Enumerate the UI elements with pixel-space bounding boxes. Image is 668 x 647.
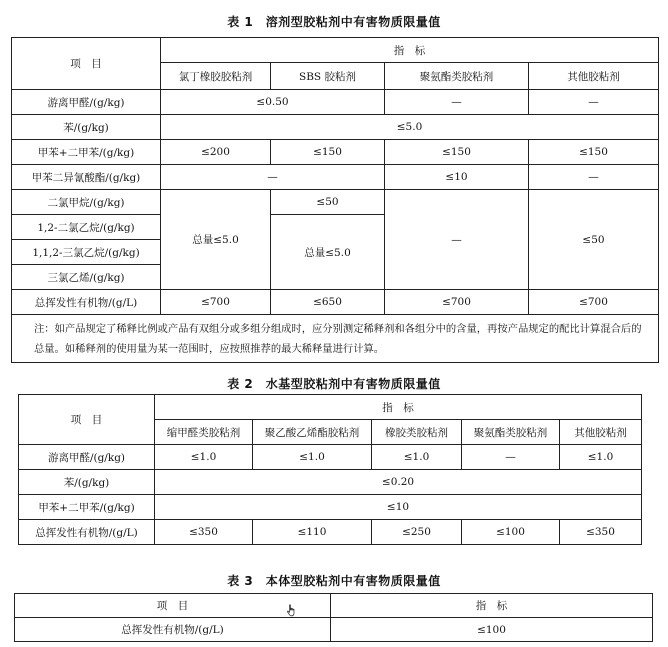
t1-col-chloroprene: 氯丁橡胶胶粘剂 <box>161 63 271 90</box>
table-row <box>12 190 659 215</box>
t2-label-toluene-xylene: 甲苯+二甲苯/(g/kg) <box>19 495 155 520</box>
t2-toluene-xylene-all: ≤10 <box>155 495 642 520</box>
t1-label-voc: 总挥发性有机物/(g/L) <box>12 290 161 315</box>
t1-label-dichloroethane: 1,2-二氯乙烷/(g/kg) <box>12 215 161 240</box>
t1-label-dichloromethane: 二氯甲烷/(g/kg) <box>12 190 161 215</box>
table3-caption: 表 3 本体型胶粘剂中有害物质限量值 <box>227 574 441 588</box>
t3-label-voc: 总挥发性有机物/(g/L) <box>15 618 331 642</box>
t2-col-polyurethane: 聚氨酯类胶粘剂 <box>462 420 560 445</box>
t1-dichloromethane-sbs: ≤50 <box>271 190 385 215</box>
t2-col-pvac: 聚乙酸乙烯酯胶粘剂 <box>253 420 372 445</box>
t2-voc-rubber: ≤250 <box>372 520 462 545</box>
table-row <box>12 290 659 315</box>
t3-header-indicator: 指 标 <box>331 594 653 618</box>
t2-voc-other: ≤350 <box>560 520 642 545</box>
table-row <box>19 445 642 470</box>
t3-voc-value: ≤100 <box>331 618 653 642</box>
table-row <box>15 618 653 642</box>
t1-formaldehyde-other: — <box>529 90 659 115</box>
t2-benzene-all: ≤0.20 <box>155 470 642 495</box>
t2-voc-pvac: ≤110 <box>253 520 372 545</box>
t1-label-tdi: 甲苯二异氰酸酯/(g/kg) <box>12 165 161 190</box>
t1-formaldehyde-chloroprene-sbs: ≤0.50 <box>161 90 385 115</box>
t1-toluene-xylene-sbs: ≤150 <box>271 140 385 165</box>
table-row <box>12 165 659 190</box>
t1-toluene-xylene-chloroprene: ≤200 <box>161 140 271 165</box>
t1-tdi-other: — <box>529 165 659 190</box>
t1-voc-sbs: ≤650 <box>271 290 385 315</box>
t1-label-formaldehyde: 游离甲醛/(g/kg) <box>12 90 161 115</box>
t1-voc-pu: ≤700 <box>385 290 529 315</box>
t1-tdi-pu: ≤10 <box>385 165 529 190</box>
table2-caption: 表 2 水基型胶粘剂中有害物质限量值 <box>227 377 441 391</box>
table-row <box>19 470 642 495</box>
t1-chlorinated-sbs-total: 总量≤5.0 <box>271 215 385 290</box>
t1-col-other: 其他胶粘剂 <box>529 63 659 90</box>
t1-toluene-xylene-pu: ≤150 <box>385 140 529 165</box>
t1-tdi-chloroprene-sbs: — <box>161 165 385 190</box>
t1-chlorinated-other: ≤50 <box>529 190 659 290</box>
t1-label-trichloroethylene: 三氯乙烯/(g/kg) <box>12 265 161 290</box>
t2-header-item: 项 目 <box>19 395 155 445</box>
table1 <box>11 37 659 363</box>
t2-formaldehyde-rubber: ≤1.0 <box>372 445 462 470</box>
t1-header-item: 项 目 <box>12 38 161 90</box>
t2-label-voc: 总挥发性有机物/(g/L) <box>19 520 155 545</box>
t1-label-toluene-xylene: 甲苯+二甲苯/(g/kg) <box>12 140 161 165</box>
t1-toluene-xylene-other: ≤150 <box>529 140 659 165</box>
t2-label-benzene: 苯/(g/kg) <box>19 470 155 495</box>
t1-chlorinated-chloroprene-total: 总量≤5.0 <box>161 190 271 290</box>
t1-note: 注：如产品规定了稀释比例或产品有双组分或多组分组成时，应分别测定稀释剂和各组分中的含量，再按产品规定的配比计算混合后的总量。如稀释剂的使用量为某一范围时，应按照推荐的最大稀释量进行计算。 <box>12 315 659 363</box>
t1-label-benzene: 苯/(g/kg) <box>12 115 161 140</box>
table3 <box>14 593 653 642</box>
table1-caption: 表 1 溶剂型胶粘剂中有害物质限量值 <box>227 15 441 29</box>
t2-col-other: 其他胶粘剂 <box>560 420 642 445</box>
table-row <box>12 90 659 115</box>
t1-benzene-all: ≤5.0 <box>161 115 659 140</box>
t2-col-rubber: 橡胶类胶粘剂 <box>372 420 462 445</box>
t1-voc-chloroprene: ≤700 <box>161 290 271 315</box>
t2-formaldehyde-pu: — <box>462 445 560 470</box>
t1-formaldehyde-pu: — <box>385 90 529 115</box>
table-row <box>12 115 659 140</box>
t2-formaldehyde-other: ≤1.0 <box>560 445 642 470</box>
t3-header-item: 项 目 <box>15 594 331 618</box>
t1-voc-other: ≤700 <box>529 290 659 315</box>
t2-label-formaldehyde: 游离甲醛/(g/kg) <box>19 445 155 470</box>
t1-label-trichloroethane: 1,1,2-三氯乙烷/(g/kg) <box>12 240 161 265</box>
table-row <box>12 140 659 165</box>
t1-col-sbs: SBS 胶粘剂 <box>271 63 385 90</box>
t2-col-formal: 缩甲醛类胶粘剂 <box>155 420 253 445</box>
t2-header-indicator: 指 标 <box>155 395 642 420</box>
table-row <box>19 520 642 545</box>
t2-voc-formal: ≤350 <box>155 520 253 545</box>
table2 <box>18 394 642 545</box>
t1-header-indicator: 指 标 <box>161 38 659 63</box>
t2-formaldehyde-formal: ≤1.0 <box>155 445 253 470</box>
t2-voc-pu: ≤100 <box>462 520 560 545</box>
table-row <box>19 495 642 520</box>
hand-cursor-icon <box>286 604 298 617</box>
t1-chlorinated-pu: — <box>385 190 529 290</box>
t1-col-polyurethane: 聚氨酯类胶粘剂 <box>385 63 529 90</box>
t2-formaldehyde-pvac: ≤1.0 <box>253 445 372 470</box>
